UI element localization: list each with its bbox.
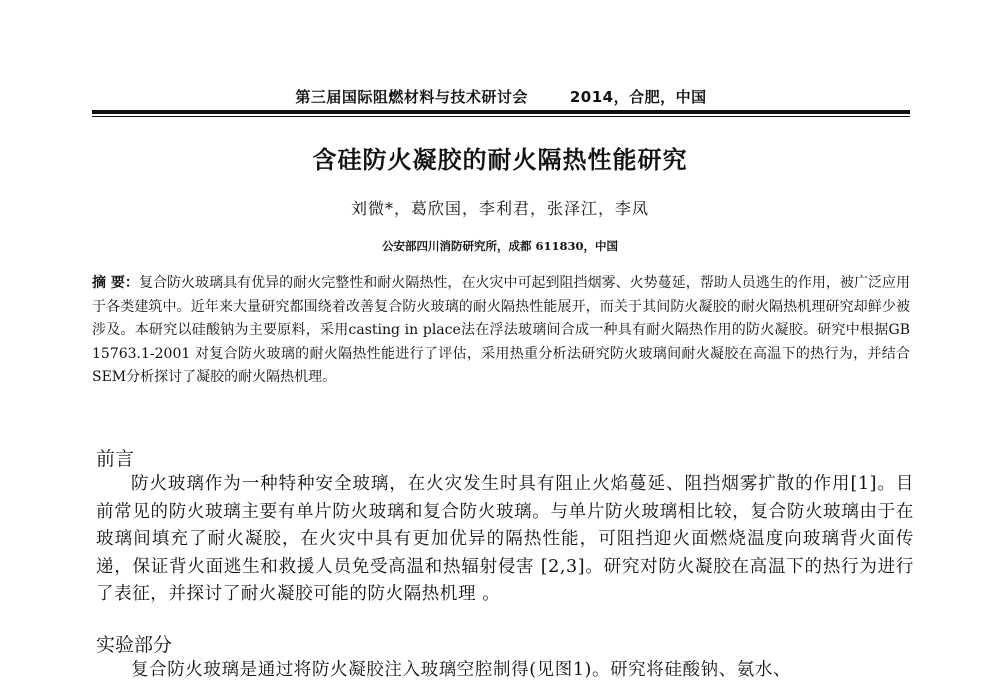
header-rule-thick	[92, 110, 910, 114]
abstract-text: 复合防火玻璃具有优异的耐火完整性和耐火隔热性，在火灾中可起到阻挡烟雾、火势蔓延，帮助人员逃生的作用，被广泛应用于各类建筑中。近年来大量研究都围绕着改善复合防火玻璃的耐火隔热性能展开，而关于其间防火凝胶的耐火隔热机理研究却鲜少被涉及。本研究以硅酸钠为主要原料，采用casting in place法在浮法玻璃间合成一种具有耐火隔热作用的防火凝胶。研究中根据GB 15763.1-2001 对复合防火玻璃的耐火隔热性能进行了评估，采用热重分析法研究防火玻璃间耐火凝胶在高温下的热行为，并结合SEM分析探讨了凝胶的耐火隔热机理。	[92, 275, 910, 385]
conference-year-place: 2014，合肥，中国	[569, 88, 707, 106]
introduction-paragraph: 防火玻璃作为一种特种安全玻璃，在火灾发生时具有阻止火焰蔓延、阻挡烟雾扩散的作用[1]。目前常见的防火玻璃主要有单片防火玻璃和复合防火玻璃。与单片防火玻璃相比较，复合防火玻璃由于在玻璃间填充了耐火凝胶，在火灾中具有更加优异的隔热性能，可阻挡迎火面燃烧温度向玻璃背火面传递，保证背火面逃生和救援人员免受高温和热辐射侵害 [2,3]。研究对防火凝胶在高温下的热行为进行了表征，并探讨了耐火凝胶可能的防火隔热机理 。	[96, 474, 914, 604]
experimental-paragraph: 复合防火玻璃是通过将防火凝胶注入玻璃空腔制得(见图1)。研究将硅酸钠、氨水、	[131, 660, 792, 680]
section-heading-introduction: 前言	[96, 448, 135, 470]
abstract-label: 摘 要：	[92, 275, 139, 291]
header-rule-thin	[92, 116, 910, 117]
author-list: 刘微*，葛欣国，李利君，张泽江，李凤	[350, 199, 649, 218]
conference-header	[92, 86, 910, 107]
abstract	[92, 272, 910, 390]
section-heading-experimental: 实验部分	[96, 634, 173, 656]
paper-title: 含硅防火凝胶的耐火隔热性能研究	[312, 146, 688, 174]
conference-name: 第三届国际阻燃材料与技术研讨会	[295, 88, 528, 106]
affiliation: 公安部四川消防研究所，成都 611830，中国	[381, 239, 618, 253]
